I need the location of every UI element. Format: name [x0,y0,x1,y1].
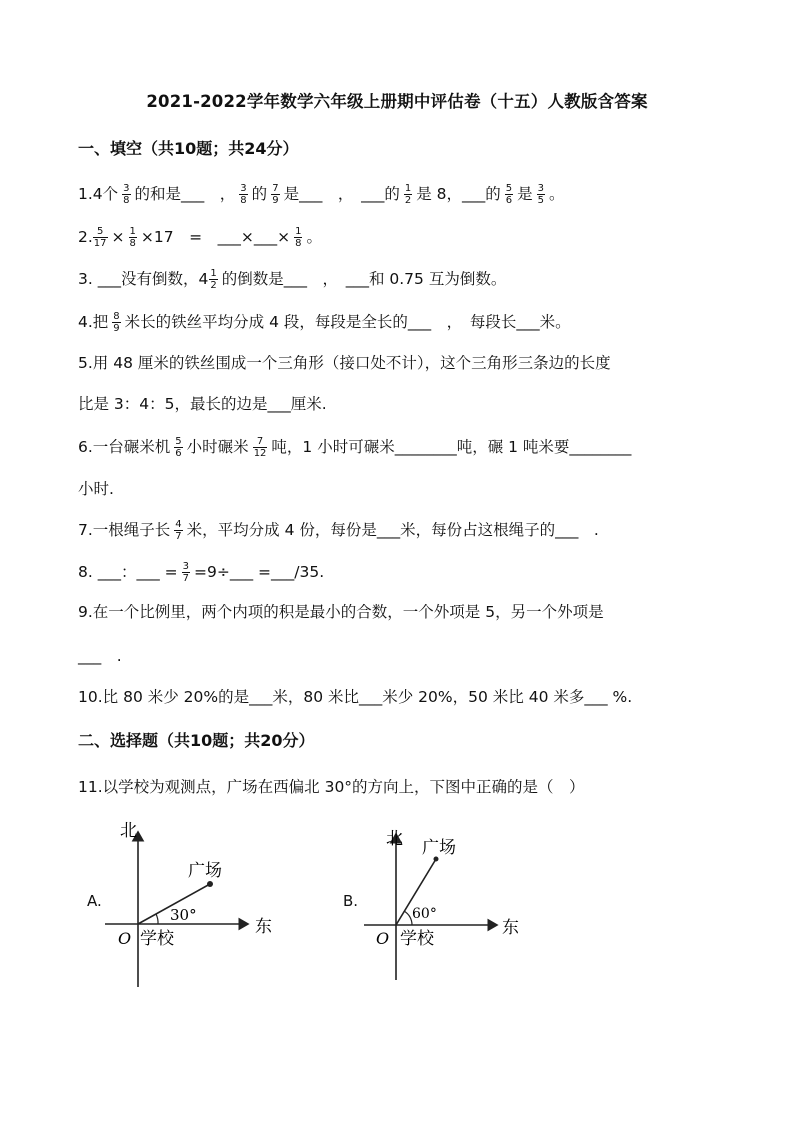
east-label: 东 [255,917,272,937]
question-1 [78,183,565,206]
question-8 [78,561,324,584]
fraction: $\frac{1}{8}$ [295,226,302,249]
q4-text-b: 米长的铁丝平均分成 4 段，每段是全长的___ ， 每段长___米。 [124,313,571,331]
fraction: $\frac{1}{8}$ [129,226,136,249]
q1-text-f: 是 [517,185,533,203]
option-a-label: A. [87,892,102,910]
question-4 [78,311,571,334]
q1-text-g: 。 [549,185,565,203]
question-6-line-2: 小时. [78,480,114,498]
q3-text-a: 3. ___没有倒数，4 [78,270,209,288]
section-choice-heading: 二、选择题（共10题；共20分） [78,731,315,750]
east-label: 东 [502,918,519,938]
square-label: 广场 [422,838,456,858]
north-label: 北 [120,821,137,841]
question-9-line-2: ___ . [78,647,122,665]
option-b-label: B. [343,892,359,910]
angle-label: 30° [170,906,197,924]
square-point [207,881,213,887]
angle-arc [404,911,412,925]
fraction: $\frac{7}{9}$ [272,183,279,206]
q1-text-e: 是 8，___的 [416,185,501,203]
question-10: 10.比 80 米少 20%的是___米，80 米比___米少 20%，50 米比 40 米多___ %. [78,688,633,706]
origin-label: O [376,929,390,948]
q1-text-d: 是___ ， ___的 [283,185,400,203]
origin-label: O [118,929,132,948]
q7-text-a: 7.一根绳子长 [78,521,171,539]
option-a-diagram [100,812,290,987]
q1-text-a: 1.4个 [78,185,119,203]
fraction: $\frac{4}{7}$ [175,519,182,542]
fraction: $\frac{5}{6}$ [175,436,182,459]
question-6 [78,436,631,459]
question-5-line-1: 5.用 48 厘米的铁丝围成一个三角形（接口处不计），这个三角形三条边的长度 [78,354,611,372]
question-2 [78,226,322,249]
fraction: $\frac{5}{17}$ [93,226,107,249]
section-fill-blank-heading: 一、填空（共10题；共24分） [78,139,299,158]
q3-text-b: 的倒数是___ ， ___和 0.75 互为倒数。 [221,270,507,288]
school-label: 学校 [140,929,174,949]
question-9-line-1: 9.在一个比例里，两个内项的积是最小的合数，一个外项是 5，另一个外项是 [78,603,604,621]
q6-text-a: 6.一台碾米机 [78,438,171,456]
q2-text-b: × [111,228,125,246]
north-label: 北 [386,829,403,849]
fraction: $\frac{7}{12}$ [253,436,267,459]
q2-text-a: 2. [78,228,93,246]
angle-label: 60° [412,906,437,922]
fraction: $\frac{5}{6}$ [505,183,513,206]
q8-text-b: =9÷___ =___/35. [194,563,325,581]
fraction: $\frac{3}{8}$ [123,183,130,206]
q1-text-c: 的 [251,185,268,203]
q2-text-c: ×17 = ___×___× [140,228,291,246]
q7-text-b: 米，平均分成 4 份，每份是___米，每份占这根绳子的___ . [186,521,599,539]
fraction: $\frac{8}{9}$ [113,311,120,334]
q8-text-a: 8. ___：___ = [78,563,178,581]
q1-text-b: 的和是___ ， [134,185,236,203]
angle-arc [156,914,158,924]
square-label: 广场 [188,861,222,881]
question-3 [78,268,506,291]
question-11: 11.以学校为观测点，广场在西偏北 30°的方向上，下图中正确的是（ ） [78,778,585,796]
q4-text-a: 4.把 [78,313,109,331]
fraction: $\frac{3}{7}$ [182,561,190,584]
page-title: 2021-2022学年数学六年级上册期中评估卷（十五）人教版含答案 [146,92,648,111]
q2-text-d: 。 [306,228,322,246]
fraction: $\frac{3}{8}$ [240,183,247,206]
q6-text-c: 吨，1 小时可碾米________吨，碾 1 吨米要________ [271,438,632,456]
question-5-line-2: 比是 3：4：5，最长的边是___厘米. [78,395,327,413]
q6-text-b: 小时碾米 [186,438,249,456]
school-label: 学校 [400,929,434,949]
fraction: $\frac{1}{2}$ [210,268,217,291]
question-7 [78,519,599,542]
option-b-diagram [362,822,527,980]
fraction: $\frac{3}{5}$ [537,183,545,206]
fraction: $\frac{1}{2}$ [404,183,412,206]
